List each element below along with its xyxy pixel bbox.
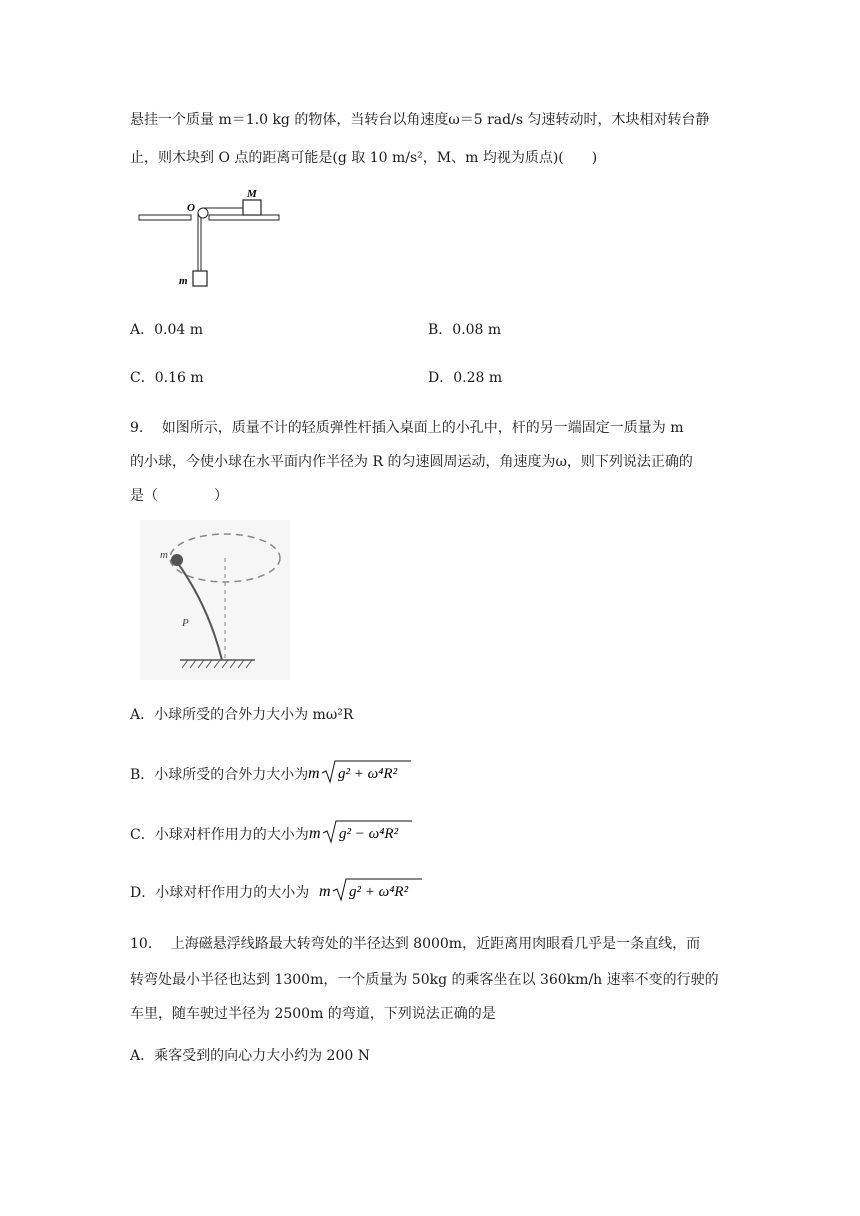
- q8-option-c: C．0.16 m: [130, 370, 204, 386]
- q9-option-c-text: C．小球对杆作用力的大小为: [130, 827, 309, 843]
- formula-c-m: m: [308, 825, 321, 842]
- q10-line-3: 车里，随车驶过半径为 2500m 的弯道，下列说法正确的是: [130, 1006, 496, 1022]
- q9-option-d-text: D．小球对杆作用力的大小为: [130, 885, 310, 901]
- q8-figure-label-O: O: [187, 202, 195, 214]
- q8-figure-turntable: [135, 185, 285, 300]
- q8-line-2: 止，则木块到 O 点的距离可能是(g 取 10 m/s²，M、m 均视为质点)( ): [130, 150, 598, 166]
- q9-line-2: 的小球，今使小球在水平面内作半径为 R 的匀速圆周运动，角速度为ω，则下列说法正确的: [130, 454, 693, 470]
- q9-option-c-formula: [309, 818, 413, 852]
- q9-option-d: [130, 876, 423, 910]
- q9-line-3: 是（ ）: [130, 488, 228, 504]
- formula-b-inner: g² + ω⁴R²: [338, 766, 398, 782]
- q9-figure-label-P: P: [182, 617, 189, 629]
- q9-option-a: A．小球所受的合外力大小为 mω²R: [130, 707, 354, 723]
- q9-option-b-formula: [308, 758, 412, 792]
- q8-option-b: B．0.08 m: [428, 322, 502, 338]
- q9-option-c: [130, 818, 413, 852]
- q9-option-b: [130, 758, 412, 792]
- q10-option-a: A．乘客受到的向心力大小约为 200 N: [130, 1048, 370, 1064]
- q9-option-d-formula: [319, 876, 423, 910]
- q8-option-a: A．0.04 m: [130, 322, 204, 338]
- q8-line-1: 悬挂一个质量 m＝1.0 kg 的物体，当转台以角速度ω＝5 rad/s 匀速转动时，木块相对转台静: [130, 112, 710, 128]
- formula-c-inner: g² − ω⁴R²: [338, 826, 398, 842]
- formula-d-inner: g² + ω⁴R²: [349, 884, 409, 900]
- q10-line-1: 10. 上海磁悬浮线路最大转弯处的半径达到 8000m，近距离用肉眼看几乎是一条直线，而: [130, 936, 701, 952]
- q8-figure-label-m: m: [179, 275, 188, 287]
- q8-figure-label-M: M: [247, 188, 257, 200]
- formula-d-m: m: [319, 883, 331, 900]
- q9-line-1: 9. 如图所示，质量不计的轻质弹性杆插入桌面上的小孔中，杆的另一端固定一质量为 m: [130, 420, 684, 436]
- q9-option-b-text: B．小球所受的合外力大小为: [130, 767, 309, 783]
- q9-figure-elastic-rod: [140, 520, 290, 680]
- q10-line-2: 转弯处最小半径也达到 1300m，一个质量为 50kg 的乘客坐在以 360km/h 速率不变的行驶的: [130, 972, 719, 988]
- q9-figure-label-m: m: [160, 549, 168, 561]
- formula-b-m: m: [308, 765, 320, 782]
- q8-option-d: D．0.28 m: [428, 370, 503, 386]
